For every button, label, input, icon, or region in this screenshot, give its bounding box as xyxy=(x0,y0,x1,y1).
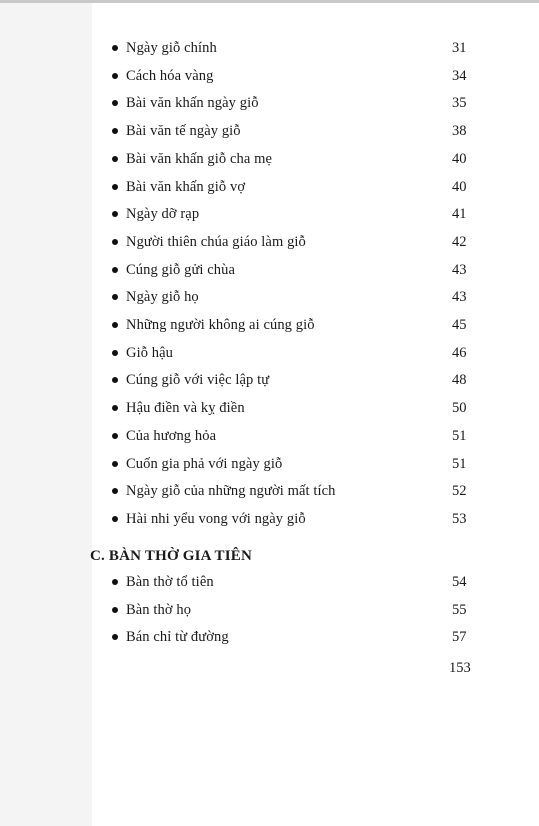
toc-entry xyxy=(92,287,539,307)
toc-entry-label: Bài văn tế ngày giỗ xyxy=(126,123,241,140)
toc-entry-label: Hậu điền và kỵ điền xyxy=(126,400,245,417)
toc-entry-page: 51 xyxy=(452,455,467,472)
bullet-icon xyxy=(112,100,118,106)
toc-entry xyxy=(92,343,539,363)
toc-entry-label: Cúng giỗ với việc lập tự xyxy=(126,372,270,389)
toc-entry-label: Những người không ai cúng giỗ xyxy=(126,317,315,333)
toc-entry-label: Của hương hỏa xyxy=(126,427,217,444)
bullet-icon xyxy=(112,128,118,134)
toc-entry xyxy=(92,121,539,141)
toc-entry xyxy=(92,509,539,529)
bullet-icon xyxy=(112,433,118,439)
bullet-icon xyxy=(112,579,118,585)
bullet-icon xyxy=(112,73,118,79)
toc-entry xyxy=(92,315,539,335)
toc-entry-page: 45 xyxy=(452,317,467,333)
bullet-icon xyxy=(112,211,118,217)
toc-entry xyxy=(92,370,539,390)
toc-entry xyxy=(92,177,539,197)
bullet-icon xyxy=(112,239,118,245)
document-page xyxy=(92,3,539,826)
page-number: 153 xyxy=(449,660,471,676)
bullet-icon xyxy=(112,488,118,494)
toc-entry xyxy=(92,149,539,169)
toc-entry-page: 55 xyxy=(452,601,467,618)
toc-entry-page: 43 xyxy=(452,261,467,278)
toc-entry xyxy=(92,627,539,647)
toc-entry-label: Ngày giỗ chính xyxy=(126,40,217,56)
toc-entry-label: Bài văn khấn ngày giỗ xyxy=(126,95,259,112)
toc-entry-label: Ngày giỗ của những người mất tích xyxy=(126,483,336,500)
toc-entry xyxy=(92,260,539,280)
bullet-icon xyxy=(112,607,118,613)
toc-entry-page: 52 xyxy=(452,483,467,500)
toc-entry-label: Cuốn gia phả với ngày giỗ xyxy=(126,455,283,472)
toc-entry-label: Người thiên chúa giáo làm giỗ xyxy=(126,233,306,250)
toc-entry-page: 42 xyxy=(452,233,467,250)
toc-entry-page: 50 xyxy=(452,400,467,417)
toc-entry-label: Bàn thờ tổ tiên xyxy=(126,574,214,590)
toc-entry-page: 35 xyxy=(452,95,467,112)
toc-entry xyxy=(92,93,539,113)
toc-entry-page: 43 xyxy=(452,289,467,306)
toc-entry-page: 46 xyxy=(452,344,467,361)
toc-entry-label: Ngày dỡ rạp xyxy=(126,206,200,223)
toc-entry-label: Cách hóa vàng xyxy=(126,67,214,84)
toc-entry xyxy=(92,398,539,418)
bullet-icon xyxy=(112,461,118,467)
toc-entry xyxy=(92,454,539,474)
bullet-icon xyxy=(112,294,118,300)
toc-entry xyxy=(92,600,539,620)
bullet-icon xyxy=(112,350,118,356)
toc-entry-page: 38 xyxy=(452,123,467,140)
bullet-icon xyxy=(112,634,118,640)
toc-entry-label: Bài văn khấn giỗ cha mẹ xyxy=(126,150,273,167)
toc-entry xyxy=(92,38,539,58)
toc-entry xyxy=(92,204,539,224)
toc-entry-page: 54 xyxy=(452,574,467,590)
section-heading: C. BÀN THỜ GIA TIÊN xyxy=(90,548,253,564)
toc-entry xyxy=(92,426,539,446)
toc-entry-label: Ngày giỗ họ xyxy=(126,289,199,306)
toc-entry-label: Cúng giỗ gửi chùa xyxy=(126,261,236,278)
toc-entry-page: 41 xyxy=(452,206,467,223)
bullet-icon xyxy=(112,184,118,190)
toc-entry-label: Bài văn khấn giỗ vợ xyxy=(126,178,246,195)
toc-entry-page: 40 xyxy=(452,150,467,167)
toc-entry-label: Bàn thờ họ xyxy=(126,601,192,618)
toc-entry-label: Hài nhi yểu vong với ngày giỗ xyxy=(126,510,306,527)
bullet-icon xyxy=(112,377,118,383)
bullet-icon xyxy=(112,45,118,51)
toc-entry-page: 48 xyxy=(452,372,467,389)
toc-entry xyxy=(92,572,539,592)
toc-entry-label: Giỗ hậu xyxy=(126,344,174,361)
bullet-icon xyxy=(112,405,118,411)
bullet-icon xyxy=(112,267,118,273)
toc-entry-page: 53 xyxy=(452,510,467,527)
bullet-icon xyxy=(112,516,118,522)
toc-entry-page: 34 xyxy=(452,67,467,84)
toc-entry-page: 57 xyxy=(452,629,467,646)
toc-entry-label: Bán chỉ từ đường xyxy=(126,629,229,646)
toc-entry xyxy=(92,481,539,501)
bullet-icon xyxy=(112,156,118,162)
toc-entry-page: 40 xyxy=(452,178,467,195)
toc-entry-page: 31 xyxy=(452,40,467,56)
bullet-icon xyxy=(112,322,118,328)
toc-entry xyxy=(92,66,539,86)
toc-entry-page: 51 xyxy=(452,427,467,444)
toc-entry xyxy=(92,232,539,252)
